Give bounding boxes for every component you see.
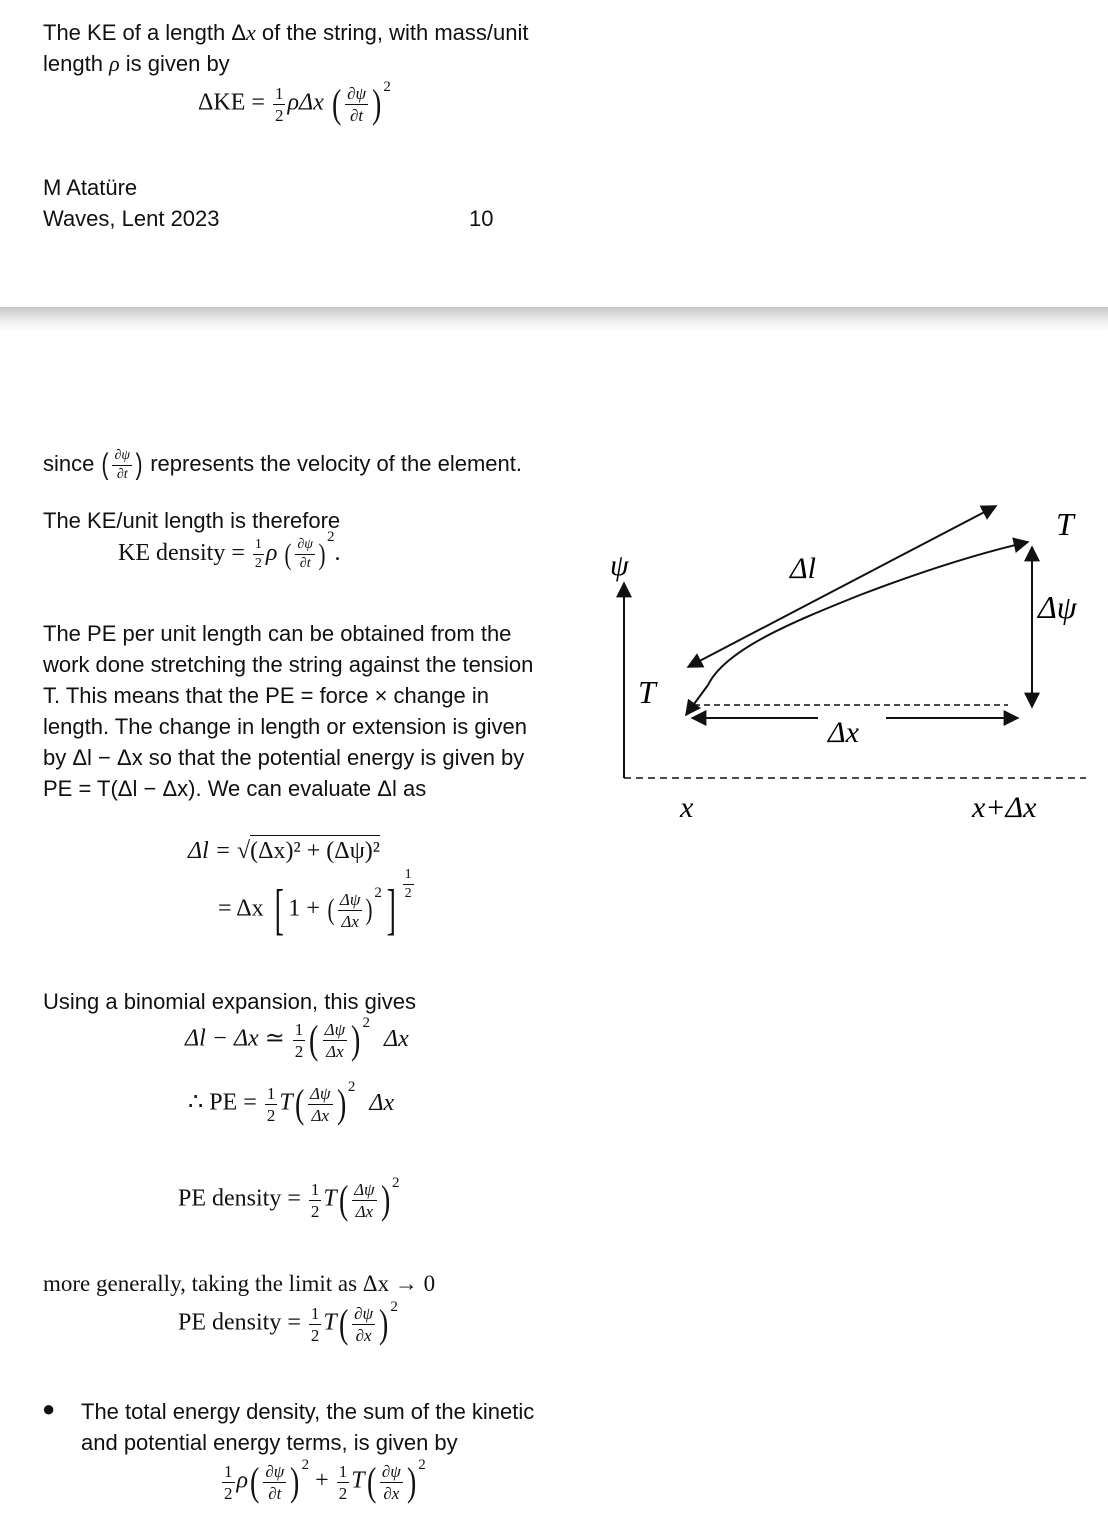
- ke-intro2-pre: length: [43, 51, 110, 76]
- binom-den: Δx: [326, 1041, 344, 1061]
- bullet-text-1: The total energy density, the sum of the kinetic: [81, 1399, 535, 1424]
- te-f1-num: ∂ψ: [265, 1461, 285, 1481]
- ped-half-num: 1: [310, 1179, 320, 1199]
- ped2-half: [309, 1305, 322, 1344]
- dl2-pre: = Δx: [218, 895, 264, 922]
- sqrt-sign: √: [236, 838, 251, 864]
- dl2-half-den: 2: [404, 885, 412, 901]
- string-curve: [708, 542, 1028, 685]
- ped2-fraction: [352, 1305, 375, 1344]
- ped-half: [309, 1181, 322, 1220]
- ke-rparen: ): [318, 537, 326, 571]
- dl2-den: Δx: [341, 911, 359, 931]
- dl2-lbracket: [: [274, 879, 284, 941]
- delta-l-arrow: [688, 506, 996, 667]
- pe-tail: Δx: [369, 1089, 395, 1116]
- pe-lparen: (: [294, 1081, 305, 1126]
- ped2-lhs: PE density =: [178, 1309, 301, 1336]
- binomial-intro: Using a binomial expansion, this gives: [43, 989, 416, 1014]
- dl-lhs: Δl =: [188, 838, 231, 864]
- dl2-rbracket: ]: [386, 879, 396, 941]
- since-fraction: [112, 449, 132, 482]
- ke-half-num: 1: [253, 538, 264, 555]
- psi-axis-label: ψ: [610, 549, 629, 582]
- pe-half-den: 2: [266, 1105, 276, 1125]
- ke-intro-text: The KE of a length Δ: [43, 20, 247, 45]
- te-sq1: 2: [301, 1456, 310, 1473]
- te-h2-den: 2: [338, 1483, 348, 1503]
- string-element-diagram: [600, 495, 1100, 835]
- binom-sq: 2: [362, 1014, 370, 1031]
- dl-equation-1: [188, 838, 380, 865]
- te-rparen1: ): [290, 1459, 300, 1504]
- ke-density-lhs: KE density =: [118, 540, 245, 567]
- delta-x-label: Δx: [828, 716, 859, 749]
- tension-left-label: T: [638, 674, 656, 710]
- te-f2-num: ∂ψ: [381, 1461, 401, 1481]
- binom-half-den: 2: [294, 1041, 304, 1061]
- bullet-dot: ●: [42, 1396, 56, 1421]
- page-number: 10: [469, 206, 494, 231]
- ke-intro-tail: of the string, with mass/unit: [255, 20, 529, 45]
- right-paren: ): [372, 81, 382, 126]
- ped2-sq: 2: [390, 1298, 398, 1315]
- page-separator: [0, 307, 1108, 331]
- te-plus: +: [315, 1467, 329, 1494]
- tension-top-label: T: [1056, 506, 1074, 542]
- pe-para-1: The PE per unit length can be obtained from the: [43, 621, 512, 646]
- pe-para-2: work done stretching the string against the tension: [43, 652, 534, 677]
- dpsi: ∂ψ: [347, 83, 367, 103]
- pe-num: Δψ: [310, 1083, 331, 1103]
- binom-rparen: ): [351, 1017, 361, 1062]
- binom-num: Δψ: [324, 1019, 346, 1039]
- tension-left-arrow: [686, 685, 708, 715]
- te-h1-num: 1: [224, 1461, 233, 1481]
- ped2-half-den: 2: [310, 1325, 320, 1345]
- since-tail: represents the velocity of the element.: [144, 451, 522, 476]
- dl2-fraction: [338, 891, 363, 930]
- ke-half-den: 2: [254, 556, 262, 571]
- te-f2-den: ∂x: [383, 1483, 400, 1503]
- dke-lhs: ΔKE =: [198, 89, 265, 116]
- pe-T: T: [279, 1089, 293, 1116]
- ke-lparen: (: [284, 537, 292, 571]
- te-h2-num: 1: [338, 1461, 348, 1481]
- te-lparen2: (: [366, 1459, 376, 1504]
- pe-para-4: length. The change in length or extension is given: [43, 714, 527, 739]
- te-T: T: [351, 1467, 365, 1494]
- ped2-rparen: ): [379, 1301, 389, 1346]
- rho-dx: ρΔ: [287, 89, 314, 116]
- ped2-T: T: [323, 1309, 337, 1336]
- ke-rho-sym: ρ: [265, 540, 278, 567]
- x-plus-dx-label: x+Δx: [972, 791, 1037, 824]
- delta-l-label: Δl: [790, 552, 816, 585]
- pe-equation: [188, 1078, 395, 1126]
- ped2-half-num: 1: [310, 1303, 320, 1323]
- ke-dt: ∂t: [299, 556, 311, 571]
- te-lparen1: (: [250, 1459, 260, 1504]
- te-half-2: [337, 1463, 350, 1502]
- binom-tail: Δx: [384, 1025, 409, 1052]
- ke-intro-x: x: [246, 20, 256, 45]
- te-rho: ρ: [236, 1467, 249, 1494]
- pe-lhs: ∴ PE =: [188, 1089, 257, 1116]
- pe-half-num: 1: [266, 1083, 276, 1103]
- dl2-sq: 2: [374, 884, 382, 901]
- binom-lparen: (: [309, 1017, 319, 1062]
- since-dt: ∂t: [116, 466, 128, 482]
- pe-den: Δx: [311, 1105, 330, 1125]
- te-sq2: 2: [418, 1456, 426, 1473]
- te-h1-den: 2: [224, 1483, 233, 1503]
- ke-intro-line1: [43, 17, 528, 48]
- limit-line: more generally, taking the limit as Δx → 0: [43, 1271, 436, 1296]
- x-label: x: [680, 791, 694, 824]
- binom-lhs: Δl − Δx ≃: [185, 1025, 285, 1052]
- ped-rparen: ): [380, 1177, 390, 1222]
- ke-intro2-rho: ρ: [109, 51, 120, 76]
- binom-fraction: [323, 1021, 348, 1060]
- bullet-text-2: and potential energy terms, is given by: [81, 1430, 458, 1455]
- pe-para-5: by Δl − Δx so that the potential energy is given by: [43, 745, 525, 770]
- te-frac2: [380, 1463, 403, 1502]
- binom-half-num: 1: [294, 1019, 304, 1039]
- ped2-den: ∂x: [355, 1325, 372, 1345]
- pe-density-lhs: PE density =: [178, 1185, 301, 1212]
- pe-para-3: T. This means that the PE = force × change in: [43, 683, 489, 708]
- ke-intro-line2: [43, 48, 230, 79]
- dl2-one: 1 +: [288, 895, 320, 922]
- ke-per-length: The KE/unit length is therefore: [43, 508, 341, 533]
- ke-half: [253, 538, 264, 571]
- dl2-half-exp: [403, 868, 414, 901]
- ped-half-den: 2: [310, 1201, 320, 1221]
- pe-rparen: ): [336, 1081, 346, 1126]
- footer-author: M Atatüre: [43, 175, 138, 200]
- square-exp: 2: [383, 78, 391, 95]
- dl2-rparen: ): [365, 893, 373, 926]
- since-lparen: (: [101, 448, 109, 482]
- left-paren: (: [331, 81, 342, 126]
- delta-ke-equation: [198, 78, 391, 126]
- ped2-lparen: (: [338, 1301, 349, 1346]
- since-rparen: ): [135, 448, 143, 482]
- dpsi-dt-fraction: [345, 85, 368, 124]
- ke-dpsi: ∂ψ: [295, 538, 315, 555]
- ke-dpsi-dt: [295, 538, 315, 571]
- half-den: 2: [274, 105, 284, 125]
- delta-psi-label: Δψ: [1038, 589, 1077, 625]
- since-pre: since: [43, 451, 95, 476]
- ke-sq: 2: [327, 529, 335, 546]
- binomial-equation: [185, 1014, 409, 1062]
- te-half-1: [222, 1463, 235, 1502]
- pe-sq: 2: [347, 1078, 356, 1095]
- ped-T: T: [323, 1185, 337, 1212]
- ke-period: .: [334, 540, 341, 567]
- ped-fraction: [352, 1181, 377, 1220]
- ped-den: Δx: [355, 1201, 374, 1221]
- dl2-lparen: (: [327, 893, 335, 926]
- since-line: [43, 448, 522, 482]
- ke-intro2-tail: is given by: [119, 51, 230, 76]
- total-energy-equation: [220, 1456, 426, 1504]
- dl2-half-num: 1: [403, 868, 414, 885]
- half-fraction: [273, 85, 286, 124]
- pe-half: [265, 1085, 278, 1124]
- ke-density-equation: [118, 529, 341, 571]
- pe-fraction: [308, 1085, 333, 1124]
- since-dpsi: ∂ψ: [112, 449, 132, 466]
- half-num: 1: [274, 83, 284, 103]
- x-var: x: [313, 89, 324, 116]
- pe-para-6: PE = T(Δl − Δx). We can evaluate Δl as: [43, 776, 427, 801]
- ped-sq: 2: [391, 1174, 400, 1191]
- dl2-num: Δψ: [339, 889, 361, 909]
- dl-equation-2: [218, 866, 416, 941]
- dt: ∂t: [349, 105, 364, 125]
- dl-radicand: (Δx)² + (Δψ)²: [250, 835, 380, 864]
- binom-half: [293, 1021, 306, 1060]
- pe-density-equation: [178, 1174, 400, 1222]
- footer-course: Waves, Lent 2023: [43, 206, 220, 231]
- ped2-num: ∂ψ: [354, 1303, 374, 1323]
- te-rparen2: ): [406, 1459, 417, 1504]
- te-frac1: [263, 1463, 286, 1502]
- ped-num: Δψ: [354, 1179, 375, 1199]
- ped-lparen: (: [338, 1177, 349, 1222]
- pe-density-limit-equation: [178, 1298, 398, 1346]
- te-f1-den: ∂t: [268, 1483, 282, 1503]
